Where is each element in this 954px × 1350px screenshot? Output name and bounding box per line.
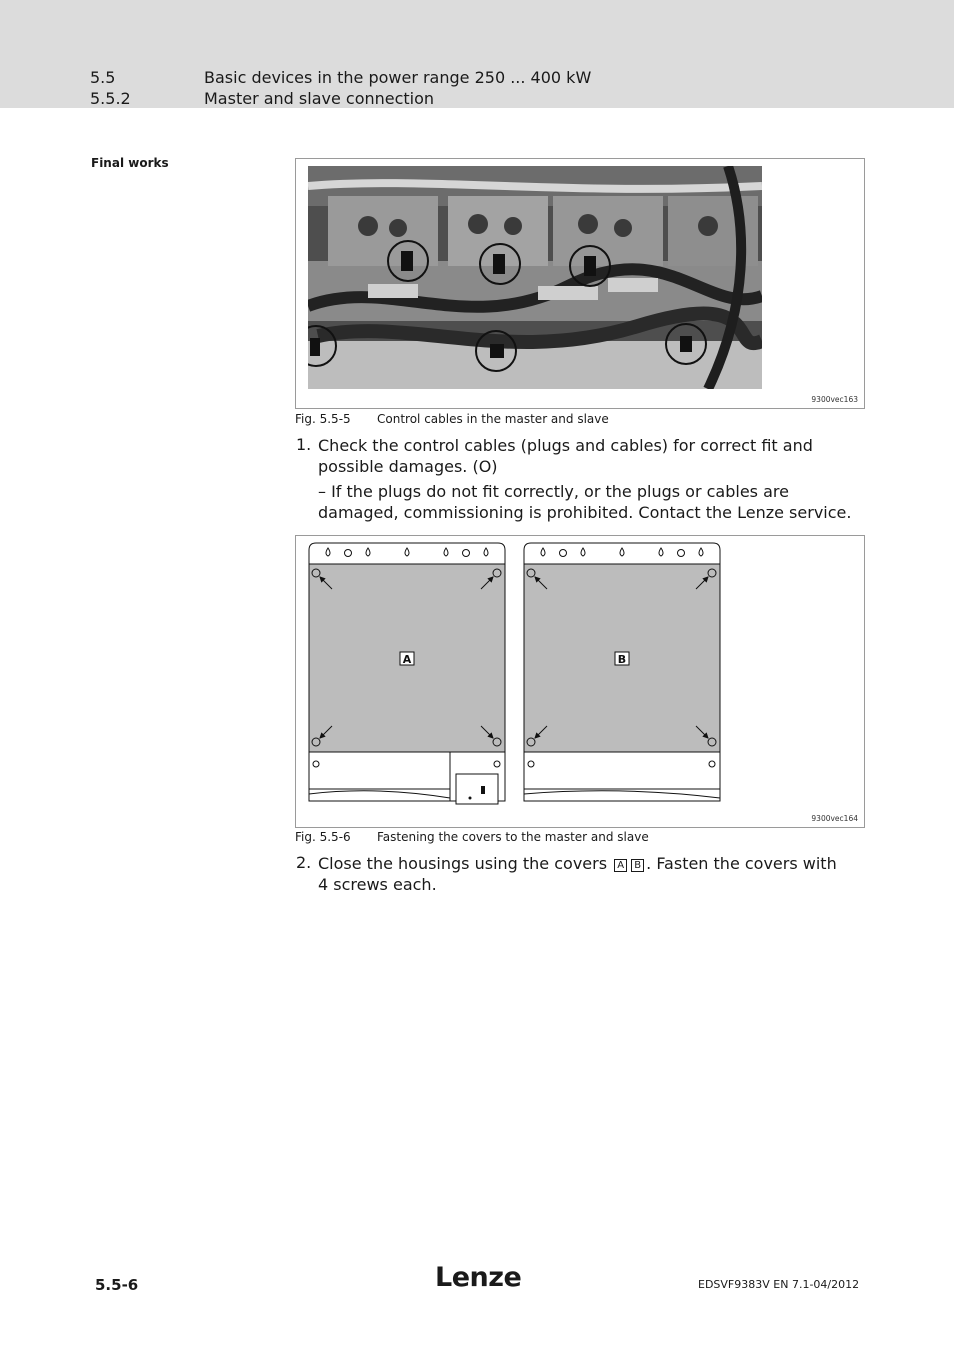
step-text xyxy=(318,853,838,895)
caption-text: Control cables in the master and slave xyxy=(377,412,609,426)
step-subitem: – If the plugs do not fit correctly, or the plugs or cables are damaged, commissioning is prohibited. Contact the Lenze service. xyxy=(318,482,852,522)
lenze-logo: Lenze xyxy=(435,1262,522,1293)
step-text-before: Close the housings using the covers xyxy=(318,854,608,873)
step-number: 1. xyxy=(296,435,312,454)
control-cables-illustration xyxy=(308,166,762,389)
caption-text: Fastening the covers to the master and slave xyxy=(377,830,649,844)
box-label-b: B xyxy=(631,859,644,872)
caption-number: Fig. 5.5-6 xyxy=(295,830,351,844)
figure-code: 9300vec164 xyxy=(811,814,858,823)
figure-control-cables xyxy=(295,158,865,409)
header-band xyxy=(0,0,954,108)
step-text: Check the control cables (plugs and cables) for correct fit and possible damages. (O) xyxy=(318,436,813,476)
section-title: Basic devices in the power range 250 ... 400 kW xyxy=(204,68,592,87)
cover-label-a: A xyxy=(402,653,412,666)
step-number: 2. xyxy=(296,853,312,872)
subsection-number: 5.5.2 xyxy=(90,89,131,108)
page-number: 5.5-6 xyxy=(95,1276,139,1294)
caption-number: Fig. 5.5-5 xyxy=(295,412,351,426)
step-text-after: . Fasten the covers with 4 screws each. xyxy=(318,854,837,894)
side-label: Final works xyxy=(91,156,169,170)
section-number: 5.5 xyxy=(90,68,116,87)
figure-cover-fastening xyxy=(295,535,865,828)
cover-label-b: B xyxy=(617,653,627,666)
document-id: EDSVF9383V EN 7.1-04/2012 xyxy=(698,1278,860,1291)
box-label-a: A xyxy=(614,859,627,872)
subsection-title: Master and slave connection xyxy=(204,89,435,108)
figure-code: 9300vec163 xyxy=(811,395,858,404)
control-cables-photo xyxy=(308,166,762,389)
cover-fastening-drawing xyxy=(296,536,864,827)
cover-a xyxy=(309,543,505,804)
cover-b xyxy=(524,543,720,801)
